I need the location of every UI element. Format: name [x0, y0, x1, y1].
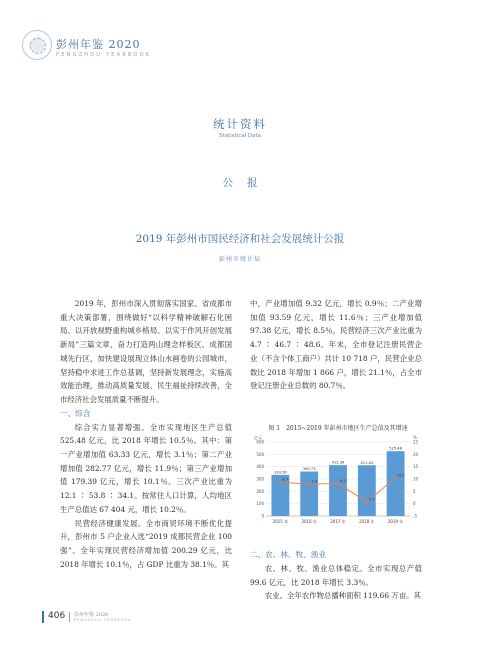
bar: [358, 465, 376, 516]
y-left-tick-label: 100: [256, 501, 264, 507]
y-right-tick-label: 0: [413, 501, 416, 507]
paragraph-agriculture: 农、林、牧、渔业总体稳定。全市实现总产值 99.6 亿元，比 2018 年增长 3.3％。: [250, 564, 422, 587]
bar-value-label: 525.48: [389, 446, 402, 451]
growth-value-label: 8.7: [282, 477, 289, 482]
paragraph-economy: 综合实力显著增强。全市实现地区生产总值 525.48 亿元，比 2018 年增长 10.5％。其中：第一产业增加值 63.33 亿元，增长 3.1％；第二产业增加值 282.77 亿元，增长 11.9％；第三产业增加值 179.39 亿元，增长 10.1％。三次产业比重为 12.1 ∶ 53.8 ∶ 34.1。按常住人口计算，人均地区生产总值达 67 404 元，增长 10.2％。: [60, 422, 232, 514]
paragraph-private-economy: 民营经济健康发展。全市商贸环境不断优化提升，彭州市 5 户企业入选“2019 成都民营企业 100 强”。全年实现民营经济增加值 200.29 亿元，比 2018 年增长 10.1％，占 GDP 比重为 38.1％。其: [60, 518, 232, 569]
right-column-top: [250, 297, 422, 393]
y-right-tick-label: 5: [413, 488, 416, 494]
y-left-tick-label: 0: [261, 513, 264, 519]
document-author: 彭州市统计局: [218, 256, 261, 263]
left-column: [60, 297, 232, 571]
growth-value-label: 0.7: [368, 497, 375, 502]
y-right-tick-label: 15: [413, 464, 419, 470]
y-right-tick-label: -5: [413, 513, 417, 519]
bar: [300, 472, 318, 516]
heading-agriculture: 二、农、林、牧、渔业: [250, 550, 326, 559]
y-left-tick-label: 600: [256, 439, 264, 445]
footer-subtitle: PENGZHOU YEARBOOK: [74, 618, 132, 622]
growth-point: [366, 501, 368, 503]
right-column-bottom: [250, 548, 422, 603]
growth-point: [308, 483, 310, 485]
footer-divider: [69, 612, 70, 622]
y-right-axis-label: %: [413, 435, 417, 440]
figure-caption: 图 1 2015~2019 年彭州市地区生产总值及其增速: [268, 425, 408, 432]
heading-general: 一、综合: [60, 408, 91, 418]
intro-paragraph: 2019 年，彭州市深入贯彻落实国家、省成都市重大决策部署，围绕做好“以科学精神破解石化困局、以开放视野重构城乡格局、以实干作风开创发展新局”三篇文章，奋力打造两山理念样板区、成都国城先行区，加快建设展现立体山水画卷的公园城市，坚持稳中求进工作总基调，坚持新发展理念，实施高效能治理，推动高质量发展、民生福祉持续改善，全市经济社会发展质量不断提升。: [60, 299, 232, 404]
growth-value-label: 7.9: [311, 479, 318, 484]
paragraph-farming: 农业。全年农作物总播种面积 119.66 万亩。其: [264, 591, 421, 601]
yearbook-subtitle: PENGZHOU YEARBOOK: [56, 52, 152, 58]
growth-point: [279, 481, 281, 483]
y-right-tick-label: 10: [413, 476, 419, 482]
bulletin-heading: 公报: [222, 177, 272, 189]
growth-value-label: 8.2: [340, 478, 346, 483]
paragraph-private-continued: 中，产业增加值 9.32 亿元，增长 0.9％；二产业增加值 93.59 亿元，增长 11.6％；三产业增加值 97.38 亿元，增长 8.5％。民营经济三次产业比重为 4.7 ∶ 46.7 ∶ 48.6。年末，全市登记注册民营企业（不含个体工商户）共计 10 718 户，民营企业总数比 2018 年增加 1 866 户，增长 21.1％，占全市登记注册企业总数的 80.7％。: [250, 299, 422, 391]
y-left-tick-label: 200: [256, 488, 264, 494]
growth-value-label: 10.5: [396, 473, 405, 478]
y-right-tick-label: 25: [413, 439, 419, 445]
bar-value-label: 411.43: [360, 460, 374, 465]
bar-value-label: 412.36: [331, 460, 345, 465]
x-tick-label: 2015 年: [272, 519, 289, 524]
bar-value-label: 333.56: [274, 470, 287, 475]
y-left-tick-label: 400: [256, 464, 264, 470]
y-right-tick-label: 20: [413, 451, 419, 457]
page-marker: [42, 611, 44, 623]
section-title: 统计资料: [213, 117, 267, 131]
x-tick-label: 2016 年: [301, 519, 317, 524]
yearbook-logo-icon: [22, 30, 52, 60]
y-left-tick-label: 300: [256, 476, 264, 482]
growth-point: [337, 482, 339, 484]
yearbook-title: 彭州年鉴 2020: [56, 38, 141, 51]
y-left-axis-label: 亿元: [254, 435, 262, 440]
x-tick-label: 2018 年: [359, 519, 375, 524]
bar-value-label: 360.73: [302, 467, 316, 472]
document-title: 2019 年彭州市国民经济和社会发展统计公报: [135, 233, 345, 245]
bar: [329, 465, 347, 516]
x-tick-label: 2019 年: [387, 519, 404, 524]
x-tick-label: 2017 年: [330, 519, 346, 524]
footer-title: 彭州年鉴 2020: [74, 612, 109, 618]
page-number: 406: [48, 611, 66, 621]
gdp-chart: [250, 432, 426, 528]
section-subtitle: Statistical Data: [218, 133, 262, 139]
y-left-tick-label: 500: [256, 451, 264, 457]
